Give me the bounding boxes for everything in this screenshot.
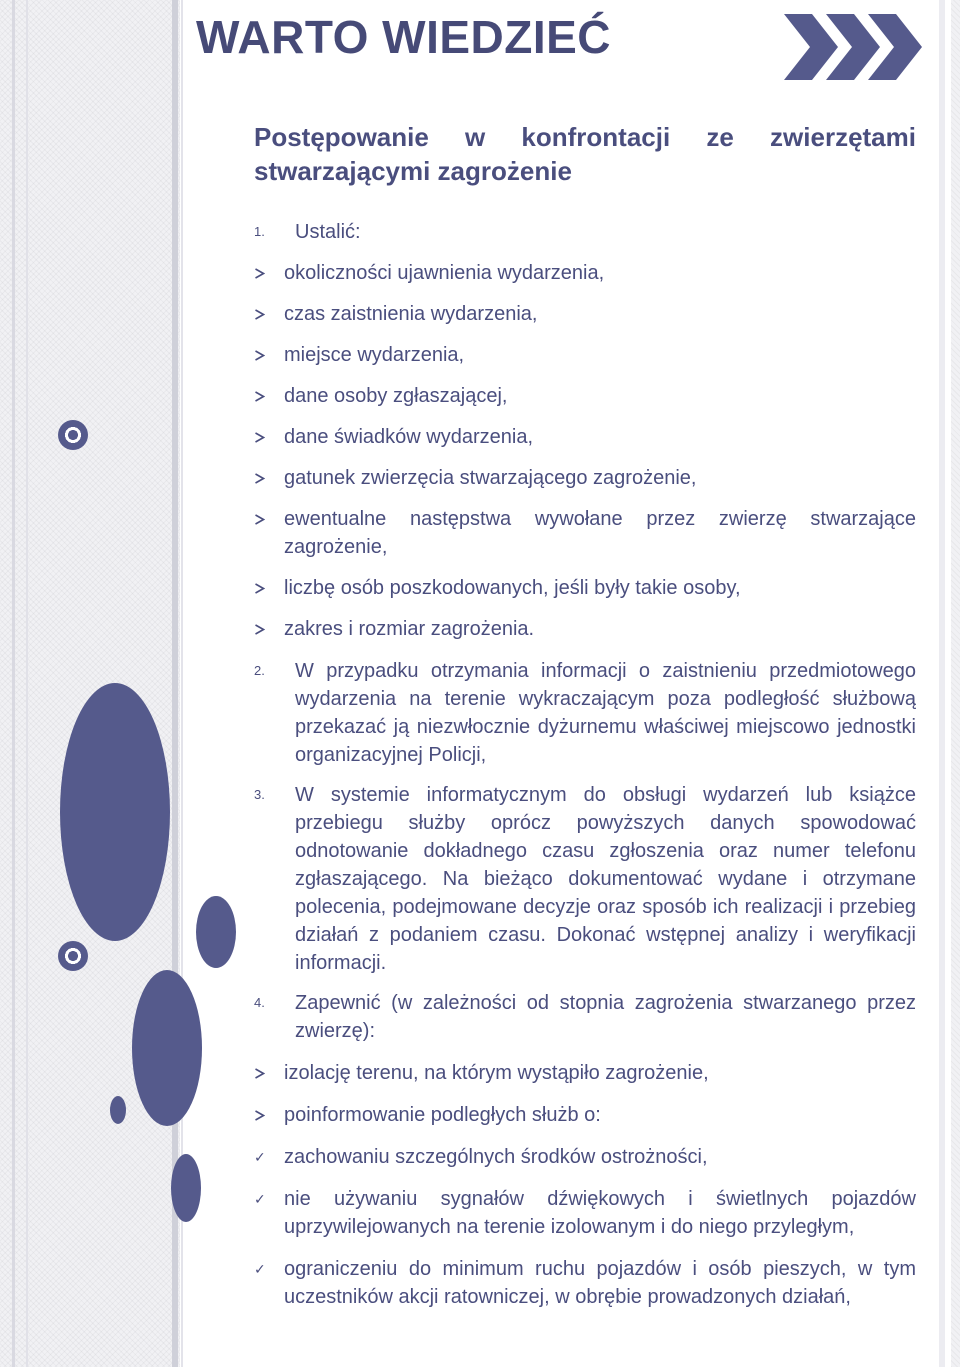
list-item: [254, 341, 916, 369]
numbered-item: [254, 218, 916, 246]
decorative-line: [939, 0, 945, 1367]
list-item-text: zakres i rozmiar zagrożenia.: [284, 618, 535, 640]
list-item: [254, 1059, 916, 1087]
section-title-line: stwarzającymi zagrożenie: [254, 156, 572, 186]
item-text: Ustalić:: [295, 221, 361, 243]
list-item-text: okoliczności ujawnienia wydarzenia,: [284, 262, 605, 284]
checkmark-icon: ✓: [254, 1149, 266, 1165]
list-item: [254, 382, 916, 410]
item-number: 1.: [254, 224, 265, 239]
decorative-ring-icon: [58, 420, 88, 450]
list-item: [254, 464, 916, 492]
arrow-list: [254, 259, 916, 643]
list-item-text: poinformowanie podległych służb o:: [284, 1104, 601, 1126]
main-content: [254, 120, 916, 1311]
decorative-oval: [60, 683, 170, 941]
decorative-line: [951, 0, 960, 1367]
list-item-text: liczbę osób poszkodowanych, jeśli były takie osoby,: [284, 577, 741, 599]
list-item-text: nie używaniu sygnałów dźwiękowych i świetlnych pojazdów uprzywilejowanych na terenie izolowanym i do niego przyległym,: [284, 1188, 916, 1238]
list-item-text: ograniczeniu do minimum ruchu pojazdów i osób pieszych, w tym uczestników akcji ratowniczej, w obrębie prowadzonych działań,: [284, 1258, 916, 1308]
checkmark-icon: ✓: [254, 1191, 266, 1207]
item-text: W przypadku otrzymania informacji o zaistnieniu przedmiotowego wydarzenia na terenie wykraczającym poza podległość służbową przekazać ją niezwłocznie dyżurnemu właściwej miejscowo jednostki organizacyjnej Policji,: [295, 660, 916, 766]
list-item: [254, 615, 916, 643]
list-item-text: dane świadków wydarzenia,: [284, 426, 534, 448]
list-item: [254, 259, 916, 287]
list-item: [254, 505, 916, 561]
list-item-text: czas zaistnienia wydarzenia,: [284, 303, 538, 325]
decorative-oval: [110, 1096, 126, 1124]
decorative-line: [26, 0, 28, 1367]
list-item: [254, 423, 916, 451]
list-item: [254, 1143, 916, 1171]
numbered-item: [254, 781, 916, 977]
page-title: WARTO WIEDZIEĆ: [196, 11, 612, 63]
list-item-text: dane osoby zgłaszającej,: [284, 385, 508, 407]
triple-chevron-icon: [784, 14, 924, 80]
decorative-oval: [196, 896, 236, 968]
list-item-text: ewentualne następstwa wywołane przez zwierzę stwarzające zagrożenie,: [284, 508, 916, 558]
checkmark-list: [254, 1143, 916, 1311]
numbered-item: [254, 657, 916, 769]
item-number: 2.: [254, 663, 265, 678]
list-item: [254, 1185, 916, 1241]
decorative-line: [12, 0, 15, 1367]
list-item: [254, 574, 916, 602]
item-number: 4.: [254, 995, 265, 1010]
list-item: [254, 1101, 916, 1129]
list-item-text: miejsce wydarzenia,: [284, 344, 465, 366]
decorative-oval: [171, 1154, 201, 1222]
decorative-oval: [132, 970, 202, 1126]
list-item-text: gatunek zwierzęcia stwarzającego zagrożenie,: [284, 467, 697, 489]
section-title-line: Postępowanie w konfrontacji ze zwierzętami: [254, 122, 916, 152]
list-item-text: zachowaniu szczególnych środków ostrożności,: [284, 1146, 708, 1168]
item-text: W systemie informatycznym do obsługi wydarzeń lub książce przebiegu służby oprócz powyższych danych spowodować odnotowanie dokładnego czasu zgłoszenia oraz numer telefonu zgłaszającego. Na bieżąco dokumentować wydane i otrzymane polecenia, podejmowane decyzje oraz sposób ich realizacji i przebieg działań z podaniem czasu. Dokonać wstępnej analizy i weryfikacji informacji.: [295, 784, 916, 974]
checkmark-icon: ✓: [254, 1261, 266, 1277]
list-item: [254, 300, 916, 328]
item-number: 3.: [254, 787, 265, 802]
section-title: [254, 120, 916, 188]
list-item-text: izolację terenu, na którym wystąpiło zagrożenie,: [284, 1062, 709, 1084]
decorative-ring-icon: [58, 941, 88, 971]
list-item: [254, 1255, 916, 1311]
arrow-list: [254, 1059, 916, 1129]
numbered-item: [254, 989, 916, 1045]
item-text: Zapewnić (w zależności od stopnia zagrożenia stwarzanego przez zwierzę):: [295, 992, 916, 1042]
